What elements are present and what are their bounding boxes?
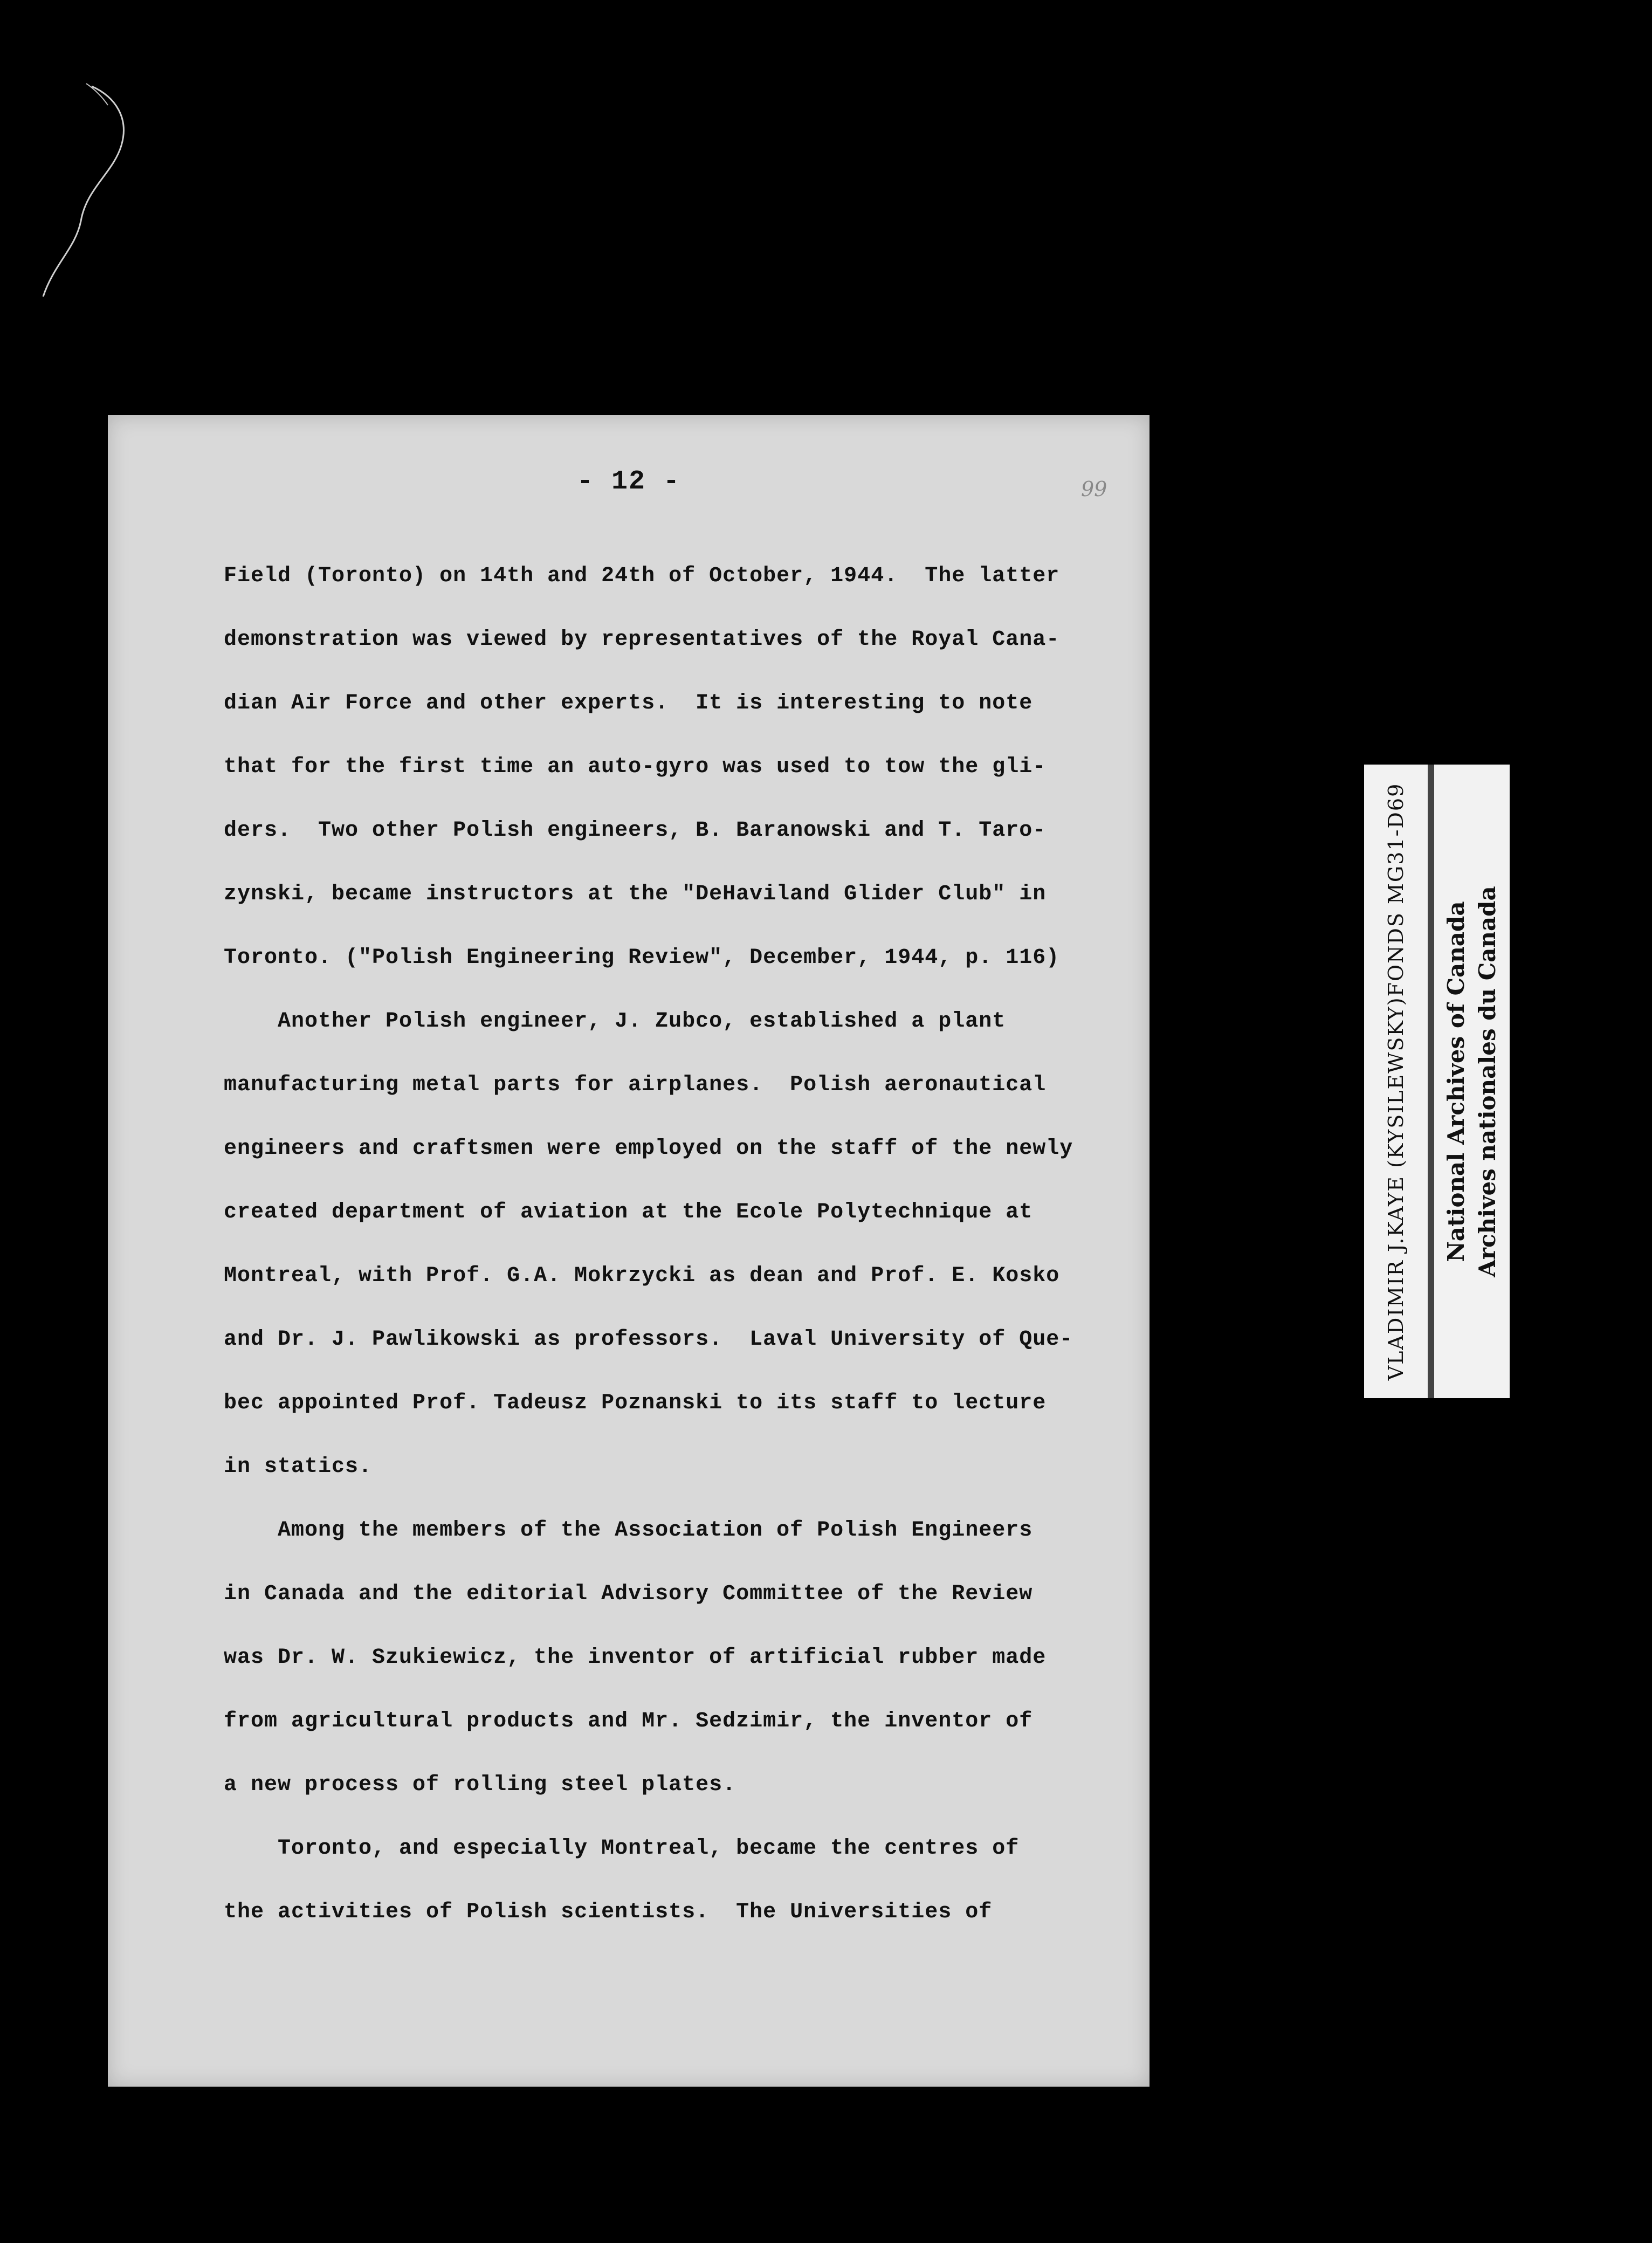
page-number: - 12 - [576, 466, 681, 497]
text-line: engineers and craftsmen were employed on the staff of the newly [224, 1137, 1073, 1161]
text-line: Field (Toronto) on 14th and 24th of October, 1944. The latter [224, 564, 1060, 588]
archive-folio-number: 99 [1081, 477, 1107, 501]
text-line: bec appointed Prof. Tadeusz Poznanski to its staff to lecture [224, 1391, 1047, 1415]
text-line: zynski, became instructors at the "DeHaviland Glider Club" in [224, 882, 1047, 906]
text-line: a new process of rolling steel plates. [224, 1773, 736, 1797]
text-line: Toronto, and especially Montreal, became the centres of [224, 1836, 1020, 1861]
text-line: Montreal, with Prof. G.A. Mokrzycki as dean and Prof. E. Kosko [224, 1264, 1060, 1288]
film-scratch-mark [22, 81, 140, 307]
archives-label-french: Archives nationales du Canada [1474, 885, 1500, 1277]
text-line: ders. Two other Polish engineers, B. Baranowski and T. Taro- [224, 818, 1047, 843]
text-line: the activities of Polish scientists. The Universities of [224, 1900, 993, 1924]
text-line: and Dr. J. Pawlikowski as professors. Laval University of Que- [224, 1327, 1073, 1352]
text-line: dian Air Force and other experts. It is interesting to note [224, 691, 1033, 715]
text-line: in statics. [224, 1455, 373, 1479]
text-line: from agricultural products and Mr. Sedzimir, the inventor of [224, 1709, 1033, 1733]
document-page [108, 415, 1149, 2087]
text-line: that for the first time an auto-gyro was used to tow the gli- [224, 755, 1047, 779]
text-line: Toronto. ("Polish Engineering Review", December, 1944, p. 116) [224, 946, 1060, 970]
body-text [224, 545, 1073, 1944]
text-line: manufacturing metal parts for airplanes. Polish aeronautical [224, 1073, 1047, 1097]
archive-stamp [1364, 765, 1510, 1398]
archives-label-english: National Archives of Canada [1443, 900, 1469, 1262]
archives-label-strip [1434, 765, 1510, 1398]
fonds-label: VLADIMIR J.KAYE (KYSILEWSKY)FONDS MG31-D69 [1384, 782, 1408, 1380]
text-line: demonstration was viewed by representatives of the Royal Cana- [224, 628, 1060, 652]
text-line: in Canada and the editorial Advisory Committee of the Review [224, 1582, 1033, 1606]
text-line: created department of aviation at the Ecole Polytechnique at [224, 1200, 1033, 1224]
text-line: was Dr. W. Szukiewicz, the inventor of artificial rubber made [224, 1646, 1047, 1670]
archives-label [1441, 886, 1503, 1277]
text-line: Among the members of the Association of Polish Engineers [224, 1518, 1033, 1543]
text-line: Another Polish engineer, J. Zubco, established a plant [224, 1009, 1006, 1034]
fonds-label-strip [1364, 765, 1434, 1398]
